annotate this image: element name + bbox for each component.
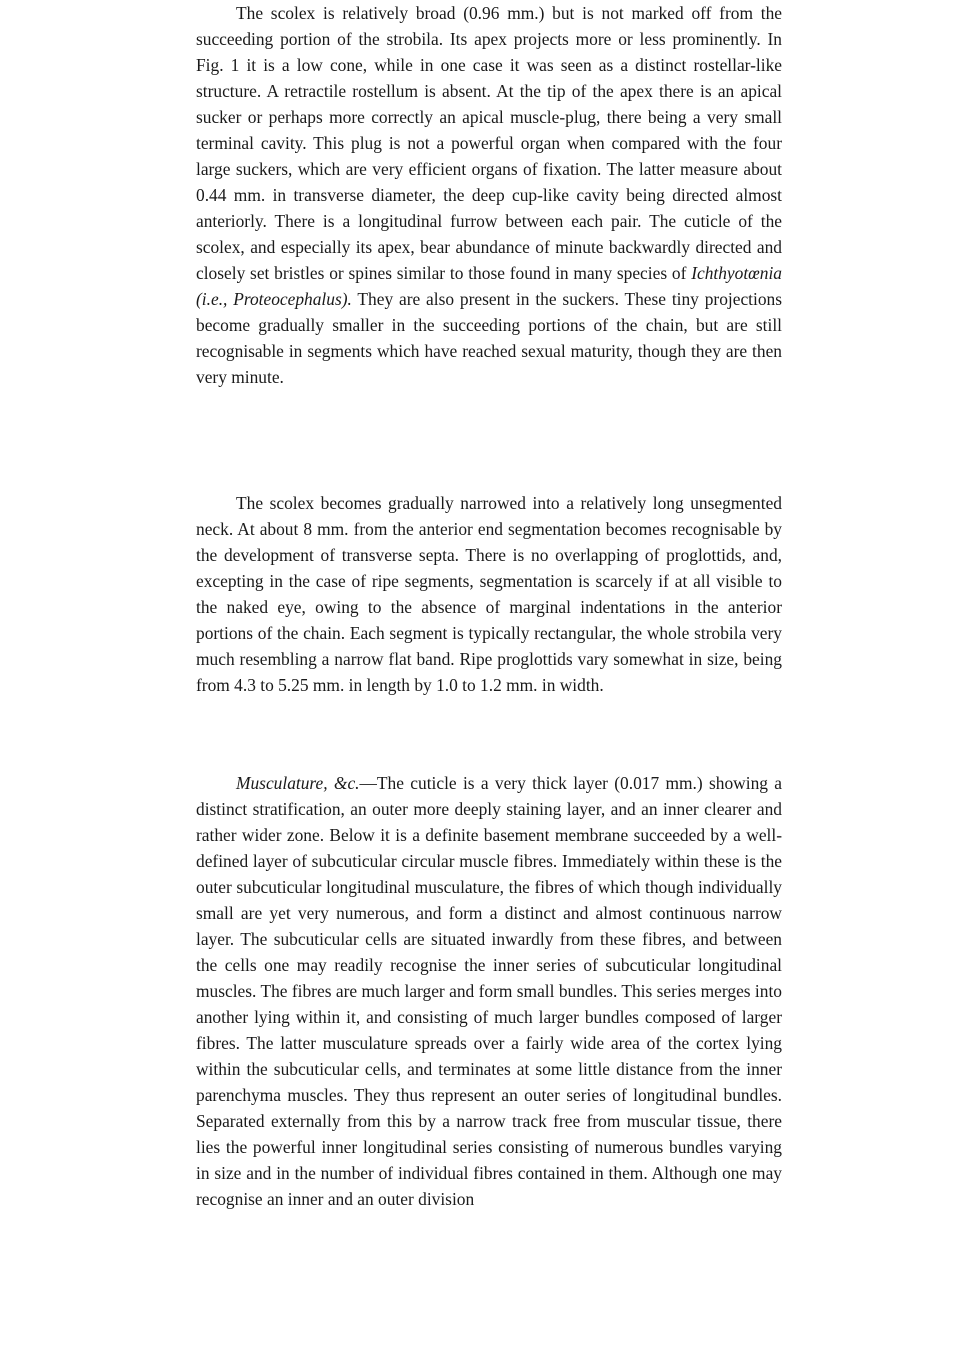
paragraph-musculature [196,770,782,1212]
species-name-italic: Ichthyotœnia (i.e., Proteocephalus). [196,263,782,309]
paragraph-text: The scolex is relatively broad (0.96 mm.) but is not marked off from the succeeding portion of the strobila. Its apex projects more or less prominently. In Fig. 1 it is a low cone, while in one case it was seen as a distinct rostellar-like structure. A retractile rostellum is absent. At the tip of the apex there is an apical sucker or perhaps more correctly an apical muscle-plug, there being a very small terminal cavity. This plug is not a powerful organ when compared with the four large suckers, which are very efficient organs of fixation. The latter measure about 0.44 mm. in transverse diameter, the deep cup-like cavity being directed almost anteriorly. There is a longitudinal furrow between each pair. The cuticle of the scolex, and especially its apex, bear abundance of minute backwardly directed and closely set bristles or spines similar to those found in many species of [196,3,782,283]
paragraph-text: The scolex becomes gradually narrowed into a relatively long unsegmented neck. At about 8 mm. from the anterior end segmentation becomes recognisable by the development of transverse septa. There is no overlapping of proglottids, and, excepting in the case of ripe segments, segmentation is scarcely if at all visible to the naked eye, owing to the absence of marginal indentations in the anterior portions of the chain. Each segment is typically rectangular, the whole strobila very much resembling a narrow flat band. Ripe proglottids vary somewhat in size, being from 4.3 to 5.25 mm. in length by 1.0 to 1.2 mm. in width. [196,493,782,695]
paragraph-neck-segmentation [196,490,782,698]
section-heading-italic: Musculature, &c. [236,773,360,793]
paragraph-text: —The cuticle is a very thick layer (0.017 mm.) showing a distinct stratification, an outer more deeply staining layer, and an inner clearer and rather wider zone. Below it is a definite basement membrane succeeded by a well-defined layer of subcuticular circular muscle fibres. Immediately within these is the outer subcuticular longitudinal musculature, the fibres of which though individually small are yet very numerous, and form a distinct and almost continuous narrow layer. The subcuticular cells are situated inwardly from these fibres, and between the cells one may readily recognise the inner series of subcuticular longitudinal muscles. The fibres are much larger and form small bundles. This series merges into another lying within it, and consisting of much larger bundles composed of larger fibres. The latter musculature spreads over a fairly wide area of the cortex lying within the subcuticular cells, and terminates at some little distance from the inner parenchyma muscles. They thus represent an outer series of longitudinal bundles. Separated externally from this by a narrow track free from muscular tissue, there lies the powerful inner longitudinal series consisting of numerous bundles varying in size and in the number of individual fibres contained in them. Although one may recognise an inner and an outer division [196,773,782,1209]
paragraph-scolex [196,0,782,390]
paragraph-text-continued: They are also present in the suckers. These tiny projections become gradually smaller in the succeeding portions of the chain, but are still recognisable in segments which have reached sexual maturity, though they are then very minute. [196,289,782,387]
